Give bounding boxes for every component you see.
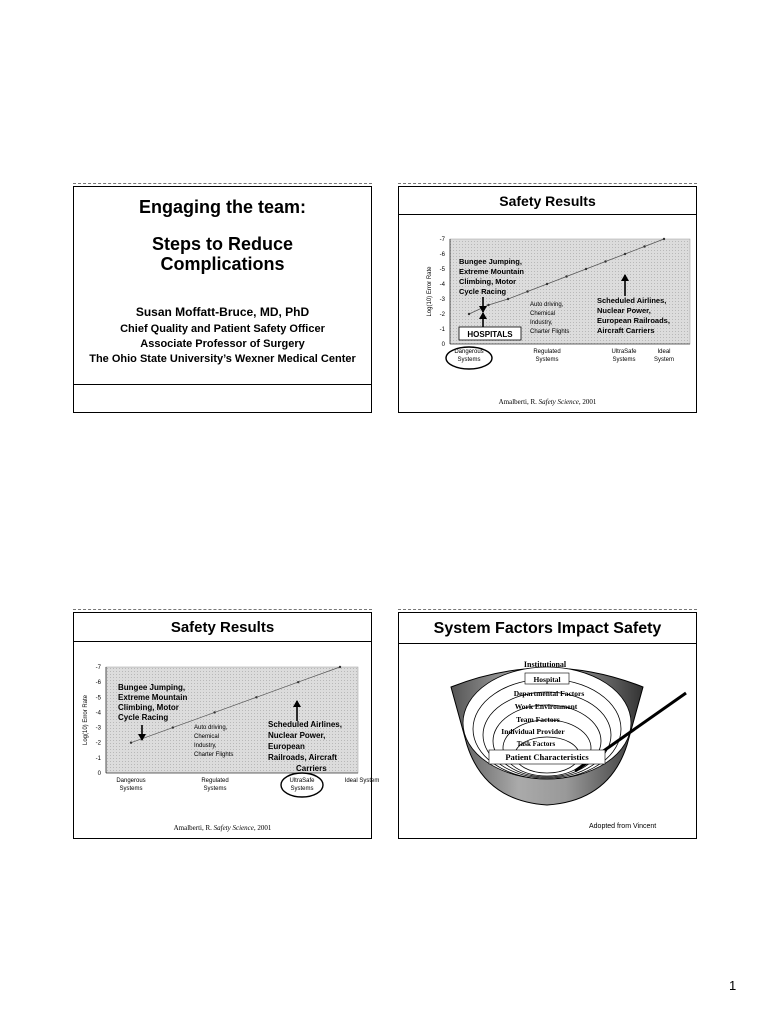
x-category-label: Systems: [612, 357, 636, 363]
data-point: [507, 298, 509, 300]
layer-label-institutional: Institutional: [523, 660, 567, 669]
y-tick-label: -4: [439, 282, 445, 288]
x-category-label: Systems: [119, 786, 143, 792]
data-point: [255, 696, 257, 698]
y-tick-label: 0: [97, 771, 101, 777]
annotation-text: Extreme Mountain: [459, 267, 525, 276]
annotation-text: European Railroads,: [597, 316, 670, 325]
x-category-label: Ideal: [657, 349, 671, 355]
y-axis-label: Log(10) Error Rate: [83, 694, 89, 746]
layer-label-work-environment: Work Environment: [514, 702, 578, 711]
author-institution: The Ohio State University’s Wexner Medical Center: [89, 353, 356, 365]
author-role-2: Associate Professor of Surgery: [140, 338, 305, 350]
data-point: [604, 260, 606, 262]
page-number: 1: [729, 978, 737, 993]
x-category-label: Ideal System: [344, 778, 380, 784]
layer-label-task: Task Factors: [516, 740, 556, 748]
annotation-text: Bungee Jumping,: [118, 683, 186, 692]
slide-top-dash: [398, 609, 697, 610]
y-tick-label: -4: [95, 710, 101, 717]
y-tick-label: -1: [439, 327, 445, 333]
annotation-text: Industry,: [530, 320, 553, 326]
annotation-text: Auto driving,: [194, 725, 228, 731]
slide-safety-results-2: [73, 612, 380, 839]
author-name: Susan Moffatt-Bruce, MD, PhD: [135, 305, 310, 319]
annotation-text: Nuclear Power,: [597, 306, 651, 315]
annotation-text: Cycle Racing: [118, 713, 169, 722]
x-category-label: Systems: [535, 357, 559, 363]
layer-label-individual: Individual Provider: [501, 727, 565, 736]
slide-heading: System Factors Impact Safety: [433, 620, 662, 637]
x-category-label: Systems: [203, 786, 227, 792]
slide-title: [73, 186, 372, 413]
annotation-text: Scheduled Airlines,: [597, 296, 667, 305]
data-point: [565, 275, 567, 277]
data-point: [213, 711, 215, 713]
y-tick-label: -6: [439, 252, 445, 258]
annotation-text: Nuclear Power,: [268, 731, 326, 740]
slide-top-dash: [398, 183, 697, 184]
x-category-label: System: [653, 357, 675, 363]
slide-divider: [74, 384, 371, 385]
x-category-label: Regulated: [201, 778, 229, 784]
layer-label-hospital: Hospital: [533, 675, 561, 684]
data-point: [339, 666, 341, 668]
annotation-text: Charter Flights: [194, 752, 234, 758]
data-point: [546, 283, 548, 285]
data-point: [585, 268, 587, 270]
highlight-ellipse: [281, 773, 323, 797]
x-category-label: UltraSafe: [611, 349, 637, 355]
annotation-text: Bungee Jumping,: [459, 257, 522, 266]
annotation-text: Carriers: [296, 764, 327, 773]
annotation-text: Aircraft Carriers: [597, 326, 655, 335]
annotation-text: Cycle Racing: [459, 287, 507, 296]
data-point: [130, 742, 132, 744]
data-point: [526, 290, 528, 292]
data-point: [624, 253, 626, 255]
annotation-text: Auto driving,: [530, 302, 564, 308]
y-tick-label: -7: [95, 665, 101, 671]
data-point: [172, 726, 174, 728]
slide-system-factors: [398, 612, 697, 839]
data-point: [663, 238, 665, 240]
citation-author: Amalberti, R.: [498, 398, 537, 406]
slide-subtitle-line1: Steps to Reduce: [151, 234, 294, 254]
x-category-label: Systems: [457, 357, 481, 363]
annotation-text: Chemical: [530, 311, 556, 317]
layer-label-patient: Patient Characteristics: [505, 752, 589, 762]
author-role-1: Chief Quality and Patient Safety Officer: [120, 323, 325, 335]
y-tick-label: -5: [439, 267, 445, 273]
data-point: [643, 245, 645, 247]
annotation-text: Scheduled Airlines,: [268, 720, 342, 729]
data-point: [297, 681, 299, 683]
slide-divider: [399, 643, 696, 644]
slide-divider: [399, 214, 696, 215]
y-tick-label: -6: [95, 680, 101, 687]
y-tick-label: -3: [95, 725, 101, 732]
annotation-text: Railroads, Aircraft: [268, 753, 338, 762]
x-category-label: Dangerous: [116, 778, 146, 784]
citation-journal: Safety Science: [213, 824, 254, 832]
y-tick-label: 0: [441, 342, 445, 348]
slide-subtitle-line2: Complications: [160, 254, 285, 274]
x-category-label: Systems: [290, 786, 314, 792]
y-tick-label: -2: [439, 312, 445, 318]
x-category-label: UltraSafe: [289, 778, 315, 784]
annotation-text: Climbing, Motor: [459, 277, 517, 286]
citation-year: 2001: [582, 398, 597, 406]
system-factors-diagram: [399, 645, 696, 815]
slide-top-dash: [73, 609, 372, 610]
annotation-text: Industry,: [194, 743, 217, 749]
annotation-text: Extreme Mountain: [118, 693, 188, 702]
slide-safety-results-1: [398, 186, 697, 413]
data-point: [468, 313, 470, 315]
citation: Amalberti, R. Safety Science, 2001: [498, 398, 597, 406]
citation-author: Amalberti, R.: [173, 824, 212, 832]
hospitals-label: HOSPITALS: [467, 330, 513, 339]
citation-journal: Safety Science: [538, 398, 579, 406]
safety-results-chart: [74, 653, 380, 803]
citation: Amalberti, R. Safety Science, 2001: [173, 824, 272, 832]
annotation-text: Chemical: [194, 734, 220, 740]
y-axis-label: Log(10) Error Rate: [427, 266, 433, 317]
layer-label-team: Team Factors: [516, 715, 560, 724]
slide-divider: [74, 641, 371, 642]
x-category-label: Regulated: [533, 349, 561, 355]
annotation-text: Charter Flights: [530, 329, 570, 335]
slide-heading: Safety Results: [499, 193, 596, 209]
citation-year: 2001: [257, 824, 272, 832]
layer-label-departmental: Departmental Factors: [513, 689, 585, 698]
annotation-text: European: [268, 742, 305, 751]
x-category-label: Dangerous: [454, 349, 484, 355]
footnote: Adopted from Vincent: [589, 823, 657, 830]
data-point: [487, 304, 489, 306]
y-tick-label: -3: [439, 297, 445, 303]
slide-top-dash: [73, 183, 372, 184]
slide-heading: Safety Results: [170, 619, 275, 636]
y-tick-label: -1: [95, 755, 101, 762]
y-tick-label: -5: [95, 695, 101, 702]
annotation-text: Climbing, Motor: [118, 703, 179, 712]
y-tick-label: -7: [439, 237, 445, 243]
slide-title-heading: Engaging the team:: [138, 197, 306, 217]
y-tick-label: -2: [95, 740, 101, 747]
safety-results-chart: [399, 217, 696, 367]
